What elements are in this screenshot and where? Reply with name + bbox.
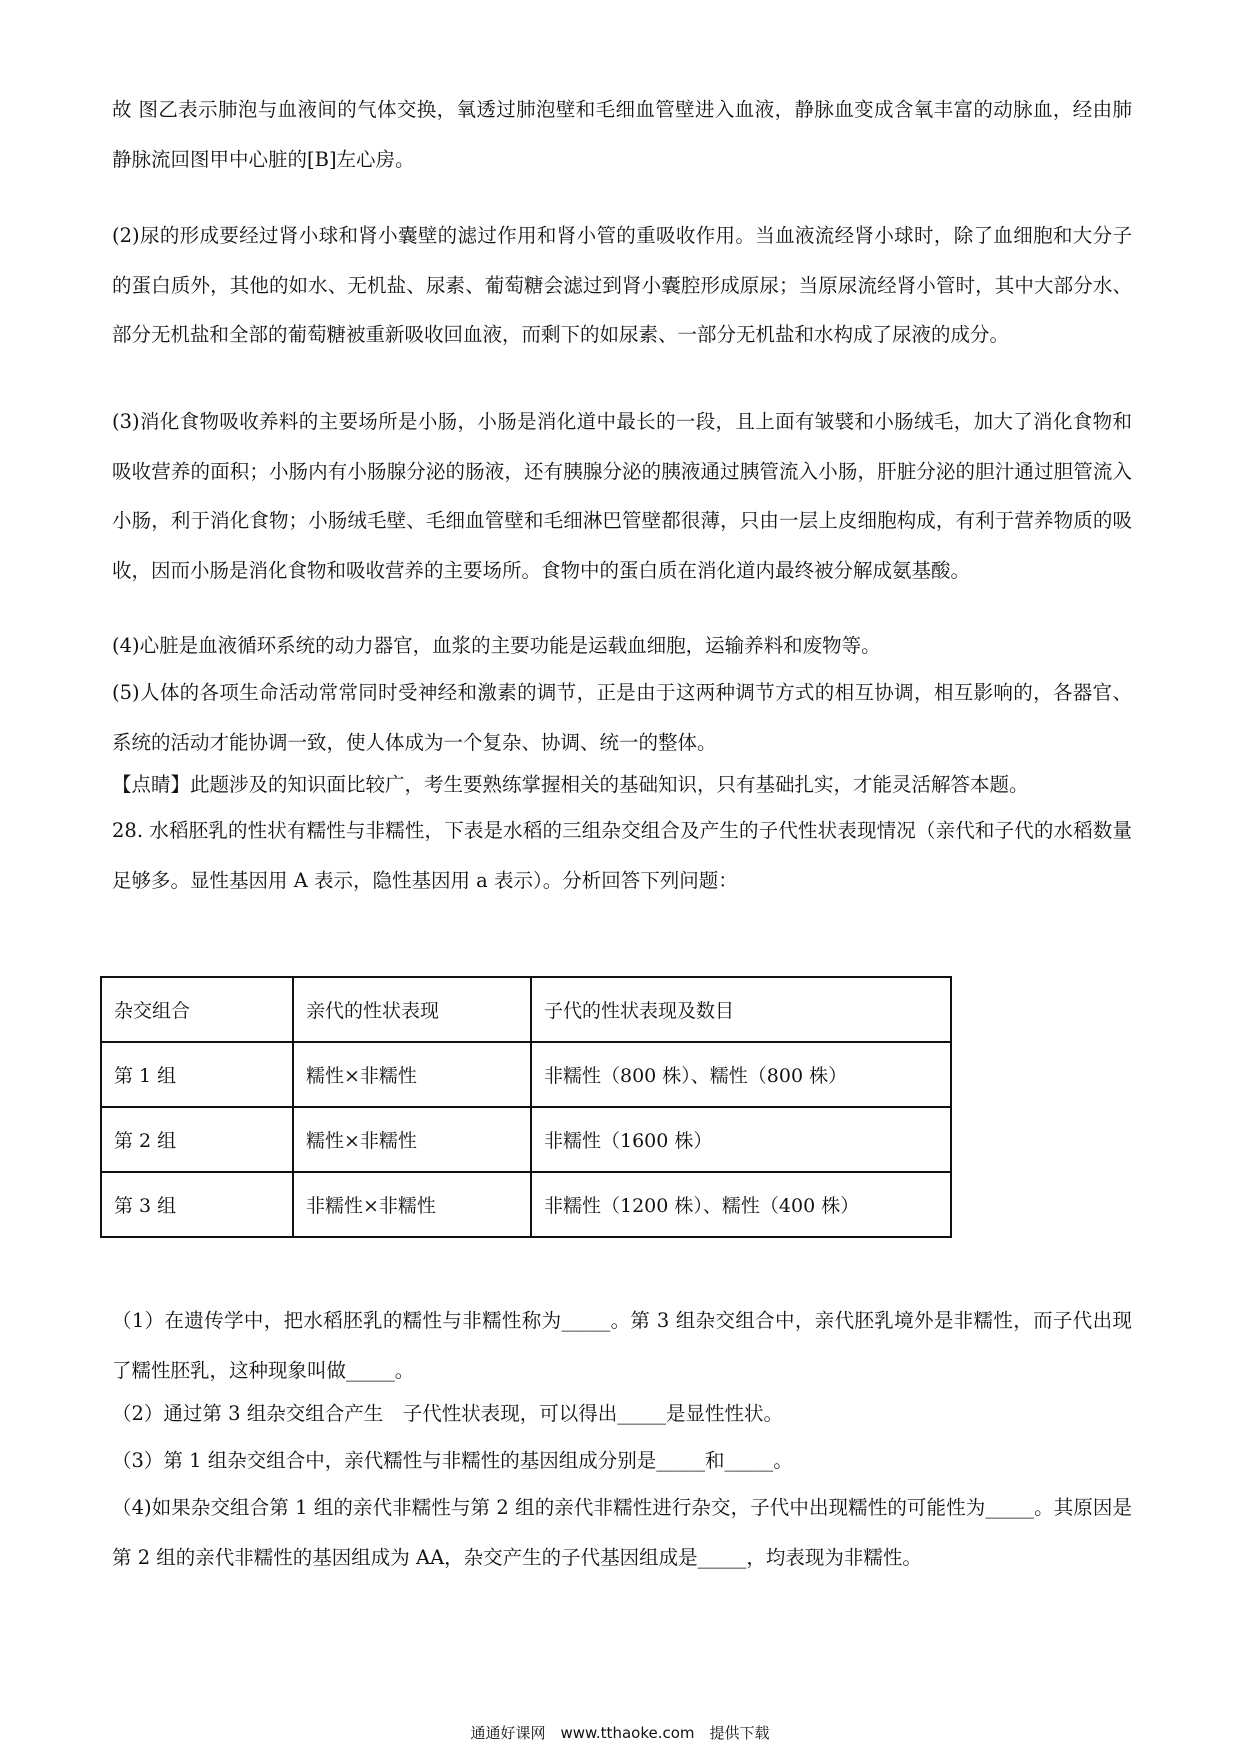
table-header-row [101,977,951,1042]
table-header-cell: 子代的性状表现及数目 [531,977,951,1042]
question-28-part-4: （4)如果杂交组合第 1 组的亲代非糯性与第 2 组的亲代非糯性进行杂交，子代中出现糯性的可能性为_____。其原因是第 2 组的亲代非糯性的基因组成为 AA，杂交产生的子代基因组成是_____，均表现为非糯性。 [112,1496,1132,1569]
table-row [101,1172,951,1237]
table-cell: 非糯性×非糯性 [293,1172,531,1237]
question-28-stem: 28. 水稻胚乳的性状有糯性与非糯性，下表是水稻的三组杂交组合及产生的子代性状表现情况（亲代和子代的水稻数量足够多。显性基因用 A 表示，隐性基因用 a 表示）。分析回答下列问题： [112,819,1132,892]
question-28-part-1: （1）在遗传学中，把水稻胚乳的糯性与非糯性称为_____。第 3 组杂交组合中，亲代胚乳境外是非糯性，而子代出现了糯性胚乳，这种现象叫做_____。 [112,1309,1132,1382]
table-header-cell: 杂交组合 [101,977,293,1042]
paragraph-dianjing: 【点睛】此题涉及的知识面比较广，考生要熟练掌握相关的基础知识，只有基础扎实，才能灵活解答本题。 [112,773,1029,796]
paragraph-answer-5: (5)人体的各项生命活动常常同时受神经和激素的调节，正是由于这两种调节方式的相互协调，相互影响的，各器官、系统的活动才能协调一致，使人体成为一个复杂、协调、统一的整体。 [112,681,1132,754]
question-28-part-2: （2）通过第 3 组杂交组合产生 子代性状表现，可以得出_____是显性性状。 [112,1402,783,1425]
table-row [101,1042,951,1107]
table-cell: 非糯性（1600 株） [531,1107,951,1172]
paragraph-answer-4: (4)心脏是血液循环系统的动力器官，血浆的主要功能是运载血细胞，运输养料和废物等。 [112,634,881,657]
paragraph-answer-3: (3)消化食物吸收养料的主要场所是小肠，小肠是消化道中最长的一段，且上面有皱襞和小肠绒毛，加大了消化食物和吸收营养的面积；小肠内有小肠腺分泌的肠液，还有胰腺分泌的胰液通过胰管流入小肠，肝脏分泌的胆汁通过胆管流入小肠，利于消化食物；小肠绒毛壁、毛细血管壁和毛细淋巴管壁都很薄，只由一层上皮细胞构成，有利于营养物质的吸收，因而小肠是消化食物和吸收营养的主要场所。食物中的蛋白质在消化道内最终被分解成氨基酸。 [112,410,1132,582]
table-cell: 第 3 组 [101,1172,293,1237]
table-cell: 第 2 组 [101,1107,293,1172]
table-cell: 第 1 组 [101,1042,293,1107]
question-28-part-3: （3）第 1 组杂交组合中，亲代糯性与非糯性的基因组成分别是_____和_____。 [112,1449,793,1472]
paragraph-answer-1-conclusion: 故 图乙表示肺泡与血液间的气体交换，氧透过肺泡壁和毛细血管壁进入血液，静脉血变成含氧丰富的动脉血，经由肺静脉流回图甲中心脏的[B]左心房。 [112,98,1132,171]
table-header-cell: 亲代的性状表现 [293,977,531,1042]
paragraph-answer-2: (2)尿的形成要经过肾小球和肾小囊壁的滤过作用和肾小管的重吸收作用。当血液流经肾小球时，除了血细胞和大分子的蛋白质外，其他的如水、无机盐、尿素、葡萄糖会滤过到肾小囊腔形成原尿；当原尿流经肾小管时，其中大部分水、 部分无机盐和全部的葡萄糖被重新吸收回血液，而剩下的如尿素、一部分无机盐和水构成了尿液的成分。 [112,224,1132,346]
table-cell: 非糯性（1200 株）、糯性（400 株） [531,1172,951,1237]
cross-results-table [100,976,952,1238]
page-footer: 通通好课网 www.tthaoke.com 提供下载 [470,1724,770,1742]
table-cell: 糯性×非糯性 [293,1107,531,1172]
table-cell: 非糯性（800 株）、糯性（800 株） [531,1042,951,1107]
table-row [101,1107,951,1172]
table-cell: 糯性×非糯性 [293,1042,531,1107]
